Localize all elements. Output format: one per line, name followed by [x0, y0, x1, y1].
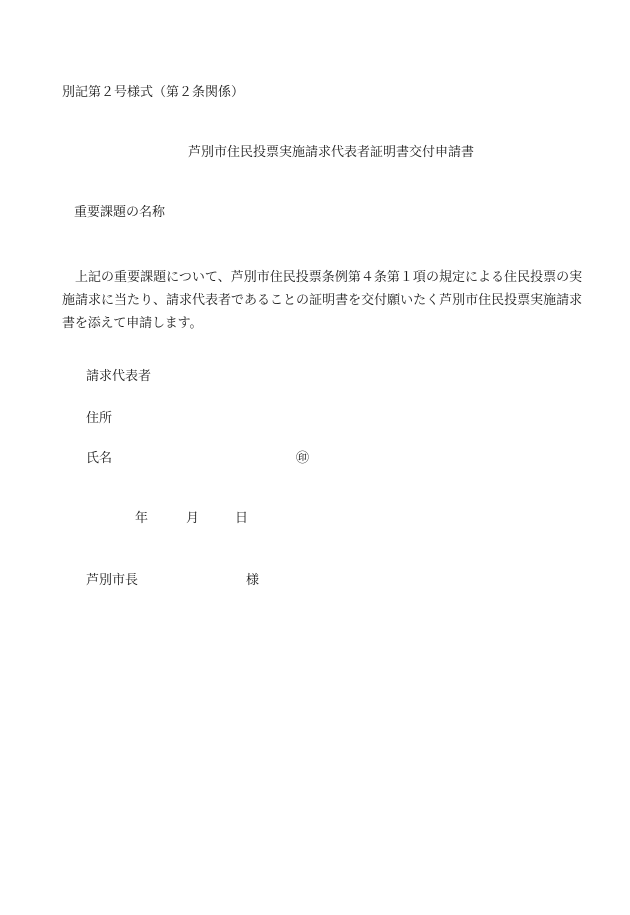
addressee-mayor-label: 芦別市長: [86, 573, 139, 588]
name-label: 氏名: [86, 451, 113, 466]
form-number-label: 別記第２号様式（第２条関係）: [62, 85, 245, 100]
document-title: 芦別市住民投票実施請求代表者証明書交付申請書: [188, 145, 475, 160]
addressee-honorific: 様: [246, 573, 260, 588]
date-month-label: 月: [186, 511, 200, 526]
subject-name-label: 重要課題の名称: [74, 205, 166, 220]
address-label: 住所: [86, 411, 113, 426]
date-day-label: 日: [235, 511, 249, 526]
representative-label: 請求代表者: [86, 369, 152, 384]
date-year-label: 年: [135, 511, 149, 526]
application-body-text: 上記の重要課題について、芦別市住民投票条例第４条第１項の規定による住民投票の実施請求に当たり、請求代表者であることの証明書を交付願いたく芦別市住民投票実施請求書を添えて申請します。: [62, 270, 582, 331]
seal-mark-icon: ㊞: [296, 451, 310, 466]
